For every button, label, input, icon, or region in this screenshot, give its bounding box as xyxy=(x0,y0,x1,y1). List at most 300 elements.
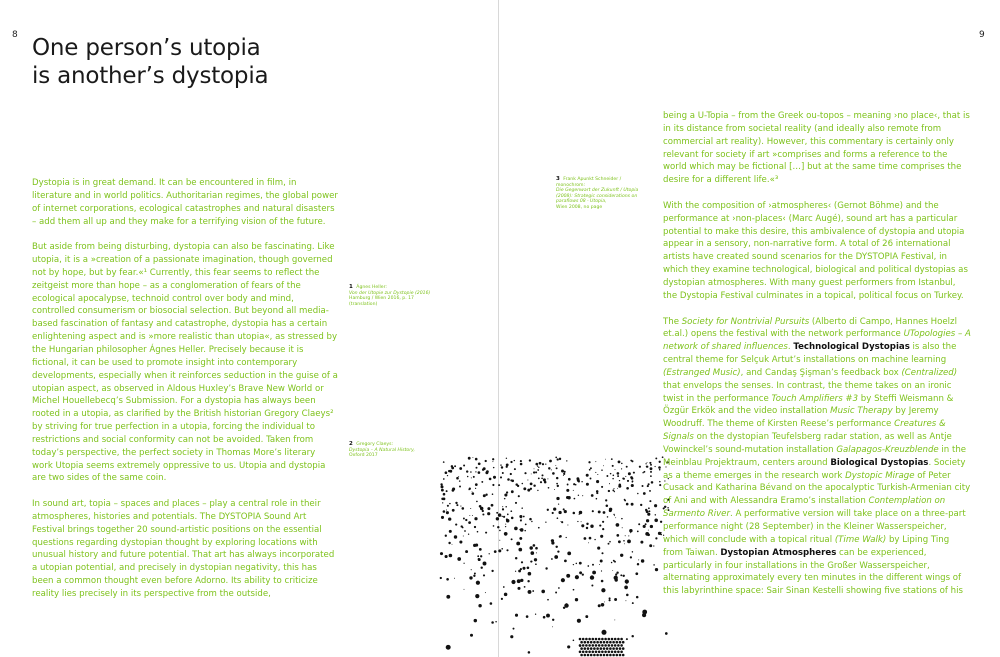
halftone-dot xyxy=(590,641,593,644)
halftone-dot xyxy=(631,635,633,637)
halftone-dot xyxy=(526,615,529,618)
halftone-dot xyxy=(451,467,454,470)
halftone-dot xyxy=(584,537,587,540)
halftone-dot xyxy=(603,641,606,644)
halftone-dot xyxy=(564,560,567,563)
work-title: Creatures & Signals xyxy=(663,419,946,443)
halftone-dot xyxy=(471,569,472,570)
halftone-dot xyxy=(459,486,461,488)
halftone-dot xyxy=(561,470,564,473)
halftone-dot xyxy=(603,654,606,657)
halftone-dot xyxy=(555,546,557,548)
halftone-dot xyxy=(586,483,589,486)
halftone-dot xyxy=(485,494,487,496)
halftone-dot xyxy=(474,517,477,520)
halftone-dot xyxy=(592,510,594,512)
halftone-dot xyxy=(611,458,613,460)
text-run: by Jeremy Woodruff. The theme of Kirsten Reese’s performance xyxy=(663,406,939,430)
text-run: . xyxy=(787,342,794,353)
theme-heading: Dystopian Atmospheres xyxy=(720,547,837,558)
halftone-dot xyxy=(555,592,557,594)
work-title: Galapagos-Kreuzblende xyxy=(836,444,939,455)
halftone-dot xyxy=(581,521,582,522)
halftone-dot xyxy=(563,473,565,475)
text-run: by Steffi Weismann & Özgür Erkök and the video installation xyxy=(663,393,954,417)
halftone-dot xyxy=(622,641,625,644)
halftone-dot xyxy=(619,654,622,657)
halftone-dot xyxy=(594,539,595,540)
halftone-dot xyxy=(482,510,484,512)
halftone-dot xyxy=(601,486,603,488)
halftone-dot xyxy=(445,555,448,558)
halftone-dot xyxy=(446,511,449,514)
halftone-dot xyxy=(614,644,617,647)
halftone-dot xyxy=(510,479,512,481)
halftone-dot xyxy=(624,543,625,544)
halftone-dot xyxy=(534,558,537,561)
halftone-dot xyxy=(511,517,514,520)
halftone-dot xyxy=(513,628,515,630)
halftone-dot xyxy=(645,509,647,511)
halftone-dot xyxy=(620,644,623,647)
halftone-dot xyxy=(559,535,562,538)
halftone-dot xyxy=(598,651,601,654)
halftone-dot xyxy=(649,500,651,502)
halftone-dot xyxy=(510,510,512,512)
halftone-dot xyxy=(502,506,503,507)
theme-heading: Technological Dystopias xyxy=(793,342,910,353)
halftone-dot xyxy=(470,634,473,637)
halftone-dot xyxy=(475,471,476,472)
footnote-1-work: Von der Utopie zur Dystopie (2016) xyxy=(349,290,431,296)
halftone-dot xyxy=(654,519,658,523)
halftone-dot xyxy=(466,470,468,472)
halftone-dot xyxy=(642,610,647,615)
halftone-dot xyxy=(520,519,522,521)
halftone-dot xyxy=(608,638,611,641)
halftone-dot xyxy=(468,457,471,460)
footnote-1-author: Ágnes Heller: xyxy=(356,285,387,290)
halftone-dot xyxy=(579,638,582,641)
halftone-dot xyxy=(528,590,532,594)
halftone-dot xyxy=(538,467,539,468)
halftone-dot xyxy=(483,574,485,576)
halftone-dot xyxy=(475,594,479,598)
halftone-dot xyxy=(480,555,482,557)
halftone-dot xyxy=(545,463,546,464)
theme-heading: Biological Dystopias xyxy=(830,457,929,468)
halftone-dot xyxy=(595,651,598,654)
halftone-dot xyxy=(585,615,588,618)
halftone-dot xyxy=(627,540,631,544)
halftone-dot xyxy=(464,530,466,532)
halftone-dot xyxy=(506,464,509,467)
right-text-column xyxy=(663,110,971,611)
halftone-dot xyxy=(647,485,649,487)
halftone-dot xyxy=(520,460,522,462)
halftone-dot xyxy=(573,512,574,513)
halftone-dot xyxy=(557,550,559,552)
halftone-dot xyxy=(578,495,579,496)
halftone-dot xyxy=(601,651,604,654)
halftone-dot xyxy=(559,458,561,460)
halftone-dot xyxy=(643,525,646,528)
halftone-dot xyxy=(441,485,444,488)
halftone-dot xyxy=(591,494,594,497)
halftone-dot xyxy=(447,475,448,476)
text-run: can be experienced, particularly in four installations in the Großer Wasserspeicher, alternating approximately every ten minutes in the different wings of this labyrinthine space: Sair Sinan Kestelli showing five stations of his xyxy=(663,547,963,597)
halftone-dot xyxy=(490,602,493,605)
halftone-dot xyxy=(567,552,571,556)
footnote-3-author: Frank Apunkt Schneider / monochrom: xyxy=(556,177,622,188)
halftone-dot xyxy=(504,498,506,500)
halftone-dot xyxy=(592,644,595,647)
halftone-dot xyxy=(611,562,613,564)
halftone-dot xyxy=(475,483,478,486)
halftone-dot xyxy=(589,469,591,471)
halftone-dot xyxy=(558,503,559,504)
halftone-dot xyxy=(609,597,611,599)
footnote-2-work: Dystopia – A Natural History, xyxy=(349,447,415,453)
halftone-dot xyxy=(577,619,581,623)
halftone-dot xyxy=(459,540,462,543)
halftone-dot xyxy=(612,641,615,644)
halftone-dot xyxy=(593,654,596,657)
halftone-dot xyxy=(631,484,634,487)
halftone-dot xyxy=(600,535,603,538)
halftone-dot xyxy=(517,579,521,583)
text-run: by Liping Ting from Taiwan. xyxy=(663,534,950,558)
halftone-dot xyxy=(577,479,580,482)
halftone-dot xyxy=(475,544,478,547)
page-title xyxy=(32,34,268,90)
halftone-dot xyxy=(590,525,593,528)
halftone-dot xyxy=(650,471,652,473)
halftone-dot xyxy=(645,463,646,464)
halftone-dot xyxy=(619,480,620,481)
halftone-dot xyxy=(658,466,661,469)
halftone-dot xyxy=(469,515,470,516)
halftone-dot xyxy=(582,495,583,496)
halftone-dot xyxy=(447,505,449,507)
halftone-dot xyxy=(468,534,469,535)
halftone-dot xyxy=(617,475,619,477)
halftone-dot xyxy=(616,523,620,527)
halftone-dot xyxy=(589,537,592,540)
halftone-dot xyxy=(482,513,484,515)
halftone-dot xyxy=(632,480,634,482)
halftone-dot xyxy=(612,478,614,480)
halftone-dot xyxy=(625,535,626,536)
halftone-dot xyxy=(581,481,582,482)
halftone-dot xyxy=(633,472,635,474)
halftone-dot xyxy=(548,467,550,469)
halftone-dot xyxy=(626,487,629,490)
halftone-dot xyxy=(600,641,603,644)
halftone-dot xyxy=(527,479,528,480)
halftone-dot xyxy=(655,466,656,467)
halftone-dot xyxy=(478,462,481,465)
footnote-3-work: Die Gegenwart der Zukunft / Utopia (2008): Strategic considerations on paraflows 08 · Utopia, xyxy=(556,188,639,205)
halftone-dot xyxy=(587,654,590,657)
halftone-dot xyxy=(613,488,614,489)
halftone-dot xyxy=(455,502,457,504)
halftone-dot xyxy=(612,465,614,467)
halftone-dot xyxy=(554,555,558,559)
halftone-dot xyxy=(472,491,473,492)
halftone-dot xyxy=(520,463,523,466)
halftone-dot xyxy=(603,465,604,466)
halftone-dot xyxy=(457,557,461,561)
halftone-dot xyxy=(599,564,600,565)
halftone-dot xyxy=(609,641,612,644)
halftone-dot xyxy=(462,507,465,510)
halftone-dot xyxy=(511,490,514,493)
text-run: The xyxy=(663,316,682,327)
halftone-dot xyxy=(441,490,442,491)
halftone-dot xyxy=(648,530,649,531)
halftone-dot xyxy=(521,507,523,509)
footnote-2-author: Gregory Claeys: xyxy=(356,442,394,447)
halftone-dot xyxy=(593,641,596,644)
work-title: Dystopic Mirage xyxy=(845,470,915,481)
halftone-dot xyxy=(617,488,618,489)
halftone-dot xyxy=(566,489,569,492)
halftone-dot xyxy=(574,498,576,500)
halftone-dot xyxy=(524,586,526,588)
text-run: in the Meinblau Projektraum, centers around xyxy=(663,444,967,468)
halftone-dot xyxy=(582,638,585,641)
halftone-dot xyxy=(598,604,601,607)
halftone-dot xyxy=(609,654,612,657)
halftone-dot xyxy=(474,526,476,528)
halftone-dot xyxy=(655,537,657,539)
halftone-dot xyxy=(595,644,598,647)
halftone-dot xyxy=(522,567,525,570)
halftone-dot xyxy=(460,506,461,507)
halftone-dot xyxy=(573,564,574,565)
halftone-dot xyxy=(566,460,567,461)
halftone-dot xyxy=(519,515,522,518)
halftone-dot xyxy=(533,471,535,473)
halftone-dot xyxy=(622,654,625,657)
halftone-dot xyxy=(528,651,531,654)
halftone-dot xyxy=(524,530,526,532)
halftone-dot xyxy=(584,647,587,650)
halftone-dot xyxy=(502,508,504,510)
halftone-dot xyxy=(596,647,599,650)
halftone-dot xyxy=(621,463,623,465)
body-paragraph: In sound art, topia – spaces and places – play a central role in their atmospheres, histories and potentials. The DYSTOPIA Sound Art Festival brings together 20 sound-artistic positions on the essential questions regarding dystopian thought by exploring locations with unusual history and future potential. That art has always incorporated a utopian potential, and precisely in dystopian negativity, this has been a common thought even before Adorno. Its ability to criticize reality lies precisely in its perspective from the outside, xyxy=(32,499,335,599)
halftone-dot xyxy=(496,517,499,520)
halftone-dot xyxy=(448,542,450,544)
halftone-dot xyxy=(504,493,507,496)
halftone-dot xyxy=(441,489,444,492)
halftone-dot xyxy=(641,559,644,562)
halftone-dot xyxy=(590,478,592,480)
halftone-dot xyxy=(446,490,448,492)
body-paragraph: Dystopia is in great demand. It can be encountered in film, in literature and in world politics. Authoritarian regimes, the global power of internet corporations, ecological catastrophes and natural disasters – add them all up and they make for a terrifying vision of the future. xyxy=(32,178,338,227)
halftone-dot xyxy=(538,527,540,529)
halftone-dot xyxy=(468,521,471,524)
work-title: Society for Nontrivial Pursuits xyxy=(681,316,810,327)
halftone-dot xyxy=(521,519,522,520)
halftone-dot xyxy=(567,645,570,648)
halftone-dot xyxy=(640,541,643,544)
halftone-dot xyxy=(494,550,497,553)
halftone-dot xyxy=(485,460,487,462)
halftone-dot xyxy=(614,598,617,601)
halftone-dot xyxy=(475,458,478,461)
halftone-dot xyxy=(547,478,548,479)
halftone-dot xyxy=(506,549,508,551)
halftone-dot xyxy=(630,532,631,533)
text-run: that envelops the senses. In contrast, the theme takes on an ironic twist in the performance xyxy=(663,380,952,404)
halftone-dot xyxy=(556,467,558,469)
halftone-dot xyxy=(617,472,620,475)
halftone-dot xyxy=(493,476,496,479)
halftone-dot xyxy=(443,493,446,496)
halftone-dot xyxy=(590,467,592,469)
halftone-dot xyxy=(612,489,614,491)
halftone-dot xyxy=(472,515,473,516)
halftone-dot xyxy=(592,638,595,641)
halftone-dot xyxy=(618,485,621,488)
halftone-dot xyxy=(477,555,479,557)
halftone-dot xyxy=(600,654,603,657)
halftone-dot xyxy=(502,516,503,517)
halftone-dot xyxy=(514,460,515,461)
halftone-dot xyxy=(622,575,624,577)
halftone-dot xyxy=(601,469,603,471)
halftone-dot xyxy=(625,600,626,601)
halftone-dot xyxy=(452,487,455,490)
halftone-dot xyxy=(601,638,604,641)
halftone-dot xyxy=(631,477,634,480)
halftone-dot xyxy=(533,484,535,486)
halftone-dot xyxy=(473,575,475,577)
halftone-dot xyxy=(529,459,531,461)
halftone-dot xyxy=(525,524,527,526)
halftone-dot xyxy=(498,513,501,516)
halftone-dot xyxy=(603,511,606,514)
halftone-dot xyxy=(630,556,632,558)
halftone-dot xyxy=(606,647,609,650)
halftone-dot xyxy=(552,619,554,621)
halftone-dot xyxy=(579,651,582,654)
halftone-dot xyxy=(567,524,568,525)
halftone-dot xyxy=(487,507,490,510)
halftone-dot xyxy=(537,469,539,471)
halftone-dot xyxy=(605,459,606,460)
halftone-dot xyxy=(647,513,650,516)
halftone-dot xyxy=(585,638,588,641)
halftone-dot xyxy=(637,563,639,565)
halftone-dot xyxy=(648,483,650,485)
halftone-dot xyxy=(465,519,467,521)
halftone-dot xyxy=(636,596,639,599)
halftone-dot xyxy=(542,463,544,465)
halftone-dot xyxy=(620,638,623,641)
halftone-dot xyxy=(530,551,534,555)
halftone-dot xyxy=(458,476,459,477)
footnote-3-rest: Wien 2008, no page xyxy=(556,204,603,210)
halftone-dot xyxy=(660,534,662,536)
halftone-dot xyxy=(624,586,628,590)
halftone-dot xyxy=(549,460,552,463)
halftone-dot xyxy=(543,616,546,619)
halftone-dot xyxy=(537,465,538,466)
halftone-dot xyxy=(580,647,583,650)
halftone-dot xyxy=(479,548,482,551)
work-title: (Estranged Music) xyxy=(663,367,741,378)
halftone-dot xyxy=(518,495,520,497)
halftone-dot xyxy=(441,516,444,519)
halftone-dot xyxy=(521,561,523,563)
halftone-dot xyxy=(498,549,501,552)
halftone-dot xyxy=(552,626,553,627)
halftone-dot xyxy=(455,524,457,526)
halftone-dot xyxy=(563,508,565,510)
halftone-dot xyxy=(543,478,546,481)
halftone-dot xyxy=(588,651,591,654)
halftone-dot xyxy=(507,478,510,481)
halftone-dot xyxy=(592,564,594,566)
halftone-dot xyxy=(558,587,560,589)
halftone-dot xyxy=(587,641,590,644)
halftone-dot xyxy=(628,535,629,536)
halftone-dot xyxy=(615,573,617,575)
halftone-dot xyxy=(582,644,585,647)
halftone-dot xyxy=(520,528,524,532)
halftone-dot xyxy=(539,462,542,465)
halftone-dot xyxy=(481,481,483,483)
halftone-dot xyxy=(528,572,532,576)
halftone-dot xyxy=(595,638,598,641)
halftone-dot xyxy=(616,647,619,650)
halftone-dot xyxy=(468,489,469,490)
halftone-dot xyxy=(649,462,651,464)
halftone-dot xyxy=(553,507,556,510)
halftone-dot xyxy=(506,491,508,493)
halftone-dot xyxy=(545,567,547,569)
halftone-dot xyxy=(463,518,465,520)
halftone-dot xyxy=(613,560,615,562)
halftone-dot xyxy=(582,573,584,575)
halftone-dot xyxy=(588,542,589,543)
halftone-dot xyxy=(602,528,604,530)
halftone-dot xyxy=(552,512,554,514)
halftone-dot xyxy=(655,514,656,515)
halftone-dot xyxy=(473,476,475,478)
halftone-dot xyxy=(579,644,582,647)
halftone-dot xyxy=(601,580,604,583)
halftone-dot xyxy=(601,603,605,607)
halftone-dot xyxy=(625,476,626,477)
halftone-dot xyxy=(554,489,555,490)
halftone-dot xyxy=(590,575,594,579)
halftone-dot xyxy=(597,547,600,550)
halftone-dot xyxy=(655,457,657,459)
halftone-dot xyxy=(472,492,475,495)
page-number-right: 9 xyxy=(979,30,985,40)
halftone-dot xyxy=(593,647,596,650)
halftone-dot xyxy=(533,544,536,547)
text-run: (Alberto di Campo, Hannes Hoelzl et.al.) opens the festival with the network performance xyxy=(663,316,957,340)
halftone-dot xyxy=(564,510,567,513)
halftone-dot xyxy=(471,477,472,478)
halftone-dot xyxy=(601,570,602,571)
